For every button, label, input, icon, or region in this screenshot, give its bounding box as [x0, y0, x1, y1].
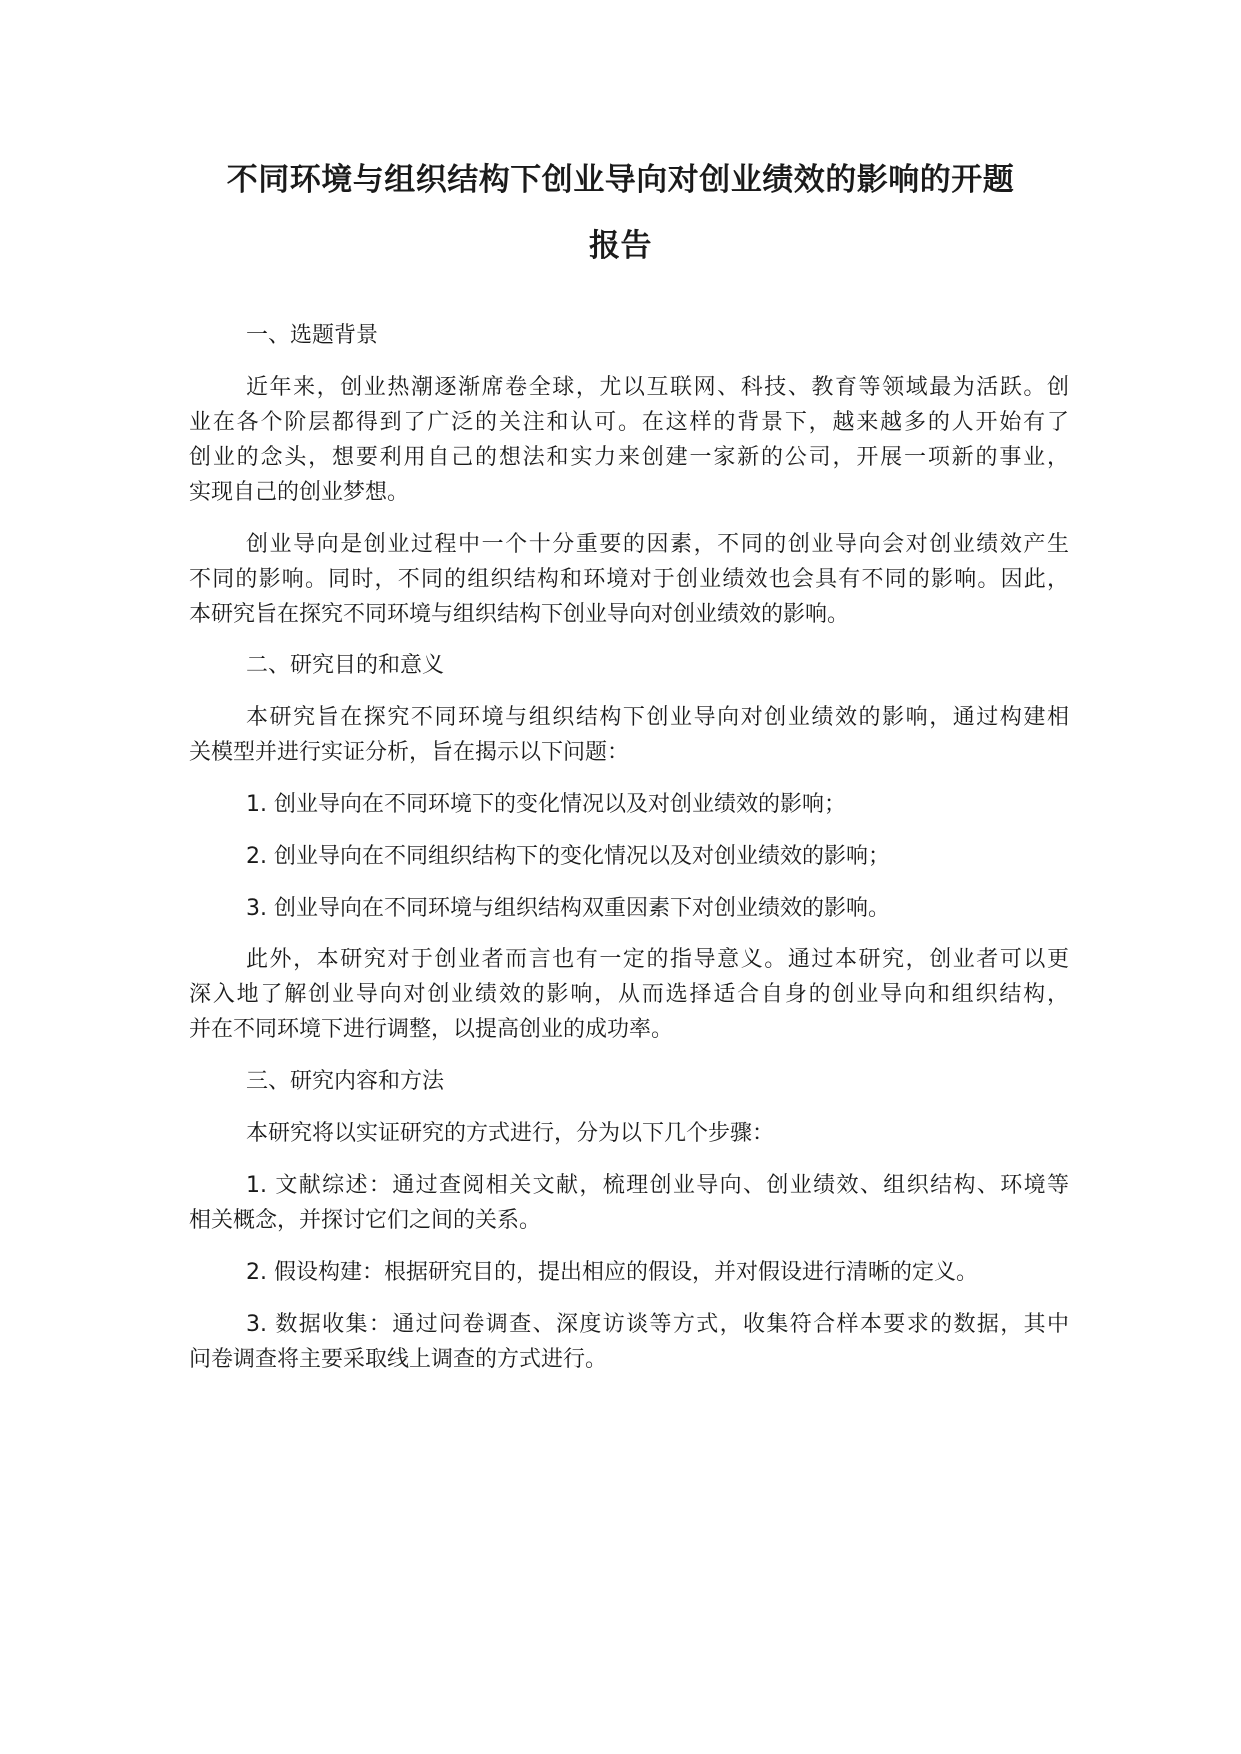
method-step-3-line: 3. 数据收集：通过问卷调查、深度访谈等方式，收集符合样本要求的数据，其中: [246, 1312, 1069, 1337]
paragraph-line: 不同的影响。同时，不同的组织结构和环境对于创业绩效也会具有不同的影响。因此，: [189, 567, 1069, 592]
method-step-2: 2. 假设构建：根据研究目的，提出相应的假设，并对假设进行清晰的定义。: [246, 1260, 978, 1285]
paragraph-line: 近年来，创业热潮逐渐席卷全球，尤以互联网、科技、教育等领域最为活跃。创: [246, 375, 1069, 400]
paragraph-line: 深入地了解创业导向对创业绩效的影响，从而选择适合自身的创业导向和组织结构，: [189, 982, 1069, 1007]
section-heading-methods: 三、研究内容和方法: [246, 1069, 445, 1094]
paragraph-line: 本研究旨在探究不同环境与组织结构下创业导向对创业绩效的影响。: [189, 602, 850, 627]
paragraph-line: 此外，本研究对于创业者而言也有一定的指导意义。通过本研究，创业者可以更: [246, 947, 1069, 972]
paragraph-line: 本研究将以实证研究的方式进行，分为以下几个步骤：: [246, 1121, 775, 1146]
research-question-1: 1. 创业导向在不同环境下的变化情况以及对创业绩效的影响；: [246, 792, 846, 817]
paragraph-line: 并在不同环境下进行调整，以提高创业的成功率。: [189, 1017, 674, 1042]
paragraph-line: 创业导向是创业过程中一个十分重要的因素，不同的创业导向会对创业绩效产生: [246, 532, 1069, 557]
paragraph-line: 关模型并进行实证分析，旨在揭示以下问题：: [189, 740, 630, 765]
paragraph-line: 业在各个阶层都得到了广泛的关注和认可。在这样的背景下，越来越多的人开始有了: [189, 410, 1069, 435]
research-question-3: 3. 创业导向在不同环境与组织结构双重因素下对创业绩效的影响。: [246, 896, 890, 921]
section-heading-background: 一、选题背景: [246, 323, 379, 348]
document-title-line-2: 报告: [589, 228, 652, 264]
method-step-1-line: 相关概念，并探讨它们之间的关系。: [189, 1208, 542, 1233]
research-question-2: 2. 创业导向在不同组织结构下的变化情况以及对创业绩效的影响；: [246, 844, 890, 869]
method-step-3-line: 问卷调查将主要采取线上调查的方式进行。: [189, 1347, 608, 1372]
paragraph-line: 本研究旨在探究不同环境与组织结构下创业导向对创业绩效的影响，通过构建相: [246, 705, 1069, 730]
method-step-1-line: 1. 文献综述：通过查阅相关文献，梳理创业导向、创业绩效、组织结构、环境等: [246, 1173, 1069, 1198]
paragraph-line: 创业的念头，想要利用自己的想法和实力来创建一家新的公司，开展一项新的事业，: [189, 445, 1069, 470]
document-title-line-1: 不同环境与组织结构下创业导向对创业绩效的影响的开题: [226, 162, 1015, 198]
section-heading-purpose: 二、研究目的和意义: [246, 653, 445, 678]
paragraph-line: 实现自己的创业梦想。: [189, 480, 410, 505]
